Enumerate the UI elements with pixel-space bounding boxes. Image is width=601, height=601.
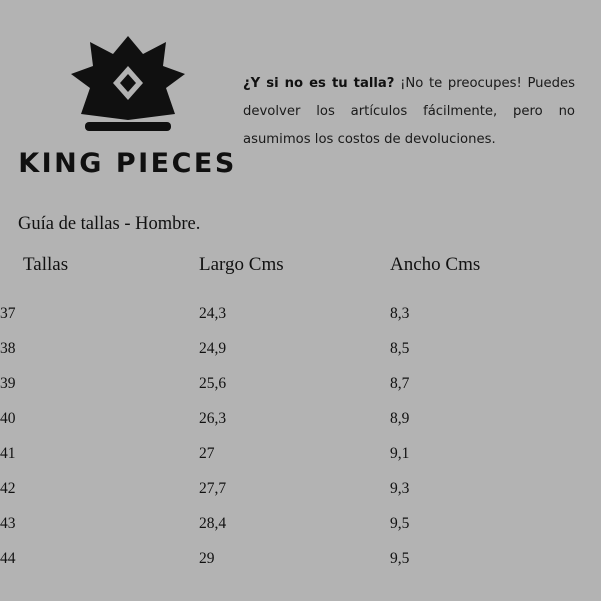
table-row [0, 366, 601, 401]
cell-ancho: 9,3 [390, 479, 410, 497]
cell-largo: 24,3 [199, 304, 227, 322]
cell-talla: 41 [0, 444, 16, 462]
column-header-ancho: Ancho Cms [390, 254, 481, 275]
column-header-tallas: Tallas [23, 254, 69, 275]
cell-largo: 26,3 [199, 409, 227, 427]
cell-ancho: 8,9 [390, 409, 410, 427]
cell-ancho: 8,7 [390, 374, 410, 392]
cell-ancho: 9,5 [390, 514, 410, 532]
return-policy-text [235, 22, 581, 154]
brand-name: KING PIECES [18, 148, 237, 179]
table-row [0, 296, 601, 331]
table-row [0, 506, 601, 541]
policy-lead: ¿Y si no es tu talla? [243, 76, 395, 91]
cell-ancho: 8,3 [390, 304, 410, 322]
cell-ancho: 9,5 [390, 549, 410, 567]
table-header-row [0, 253, 601, 296]
cell-talla: 43 [0, 514, 16, 532]
brand-block [20, 22, 235, 179]
cell-ancho: 9,1 [390, 444, 410, 462]
header [0, 0, 601, 200]
column-header-largo: Largo Cms [199, 254, 284, 275]
table-row [0, 471, 601, 506]
crown-icon [63, 30, 193, 140]
cell-talla: 37 [0, 304, 16, 322]
cell-talla: 44 [0, 549, 16, 567]
cell-largo: 29 [199, 549, 215, 567]
size-table [0, 253, 601, 576]
policy-rest: ¡No te preocupes! Puedes devolver los artículos fácilmente, pero no asumimos los costos de devoluciones. [243, 76, 575, 147]
cell-talla: 42 [0, 479, 16, 497]
table-row [0, 401, 601, 436]
cell-largo: 27,7 [199, 479, 227, 497]
cell-largo: 24,9 [199, 339, 227, 357]
cell-largo: 27 [199, 444, 215, 462]
page-title: Guía de tallas - Hombre. [18, 214, 201, 234]
table-row [0, 331, 601, 366]
cell-talla: 38 [0, 339, 16, 357]
cell-largo: 28,4 [199, 514, 227, 532]
table-row [0, 541, 601, 576]
cell-talla: 40 [0, 409, 16, 427]
table-row [0, 436, 601, 471]
cell-ancho: 8,5 [390, 339, 410, 357]
cell-largo: 25,6 [199, 374, 227, 392]
cell-talla: 39 [0, 374, 16, 392]
